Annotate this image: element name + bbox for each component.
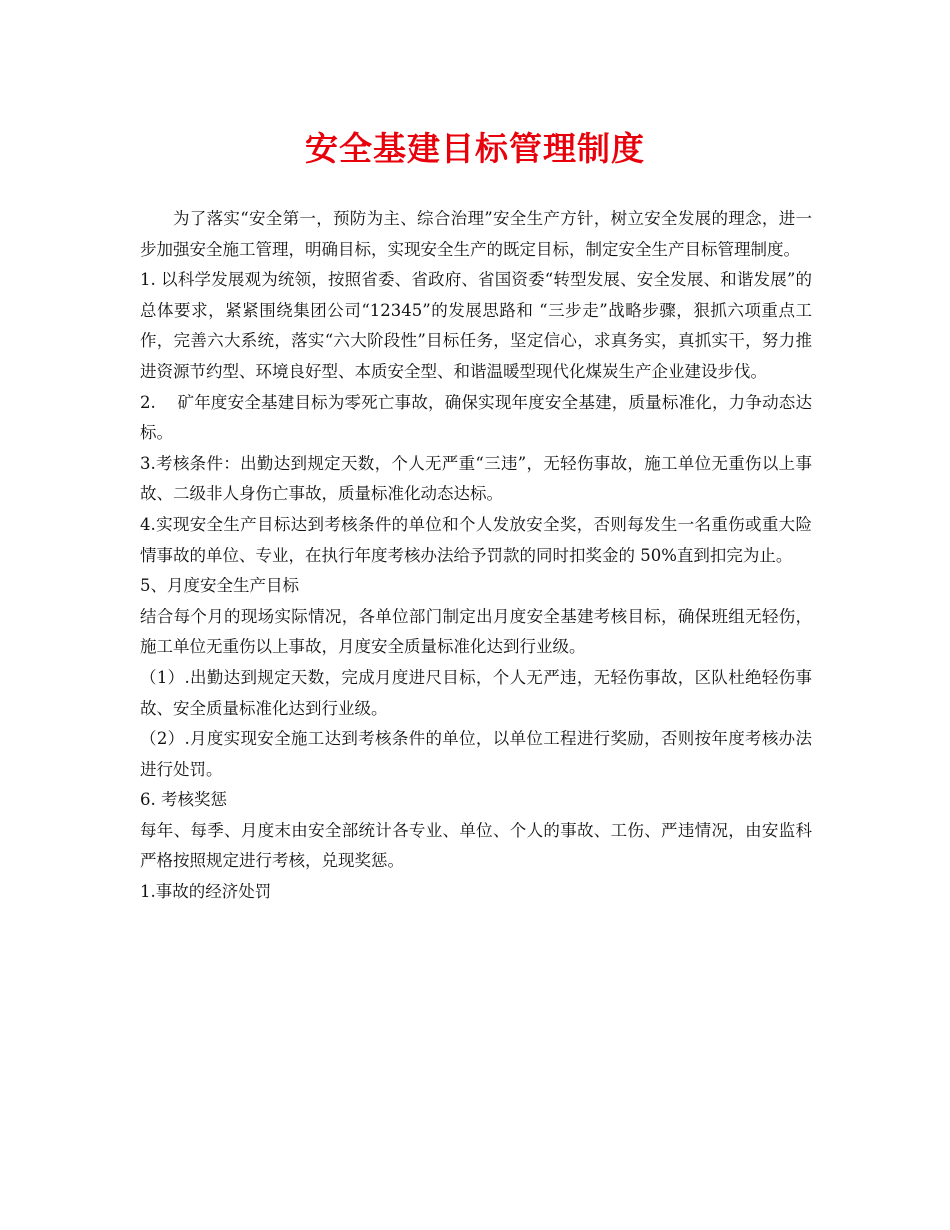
- section-5-heading: 5、月度安全生产目标: [140, 576, 299, 596]
- sub-item-2-paragraph: （2）.月度实现安全施工达到考核条件的单位，以单位工程进行奖励，否则按年度考核办法进行处罚。: [140, 729, 812, 779]
- sub-item-1-paragraph: （1）.出勤达到规定天数，完成月度进尺目标，个人无严违，无轻伤事故，区队杜绝轻伤事故、安全质量标准化达到行业级。: [140, 667, 812, 718]
- item-1-paragraph: 1. 以科学发展观为统领，按照省委、省政府、省国资委“转型发展、安全发展、和谐发展”的总体要求，紧紧围绕集团公司“12345”的发展思路和 “三步走”战略步骤，狠抓六项重点工作，完善六大系统，落实“六大阶段性”目标任务，坚定信心，求真务实，真抓实干，努力推进资源节约型、环境良好型、本质安全型、和谐温暖型现代化煤炭生产企业建设步伐。: [140, 270, 812, 381]
- item-3-paragraph: 3.考核条件：出勤达到规定天数，个人无严重“三违”，无轻伤事故，施工单位无重伤以上事故、二级非人身伤亡事故，质量标准化动态达标。: [140, 453, 812, 504]
- item-4-paragraph: 4.实现安全生产目标达到考核条件的单位和个人发放安全奖，否则每发生一名重伤或重大险情事故的单位、专业，在执行年度考核办法给予罚款的同时扣奖金的 50%直到扣完为止。: [140, 514, 812, 565]
- document-body: [140, 204, 812, 908]
- document-title: 安全基建目标管理制度: [305, 129, 645, 168]
- penalty-heading: 1.事故的经济处罚: [140, 882, 272, 902]
- section-6-body: 每年、每季、月度末由安全部统计各专业、单位、个人的事故、工伤、严违情况，由安监科严格按照规定进行考核，兑现奖惩。: [140, 820, 812, 871]
- section-5-body: 结合每个月的现场实际情况，各单位部门制定出月度安全基建考核目标，确保班组无轻伤，施工单位无重伤以上事故，月度安全质量标准化达到行业级。: [140, 606, 812, 657]
- section-6-heading: 6. 考核奖惩: [140, 790, 227, 810]
- item-2-paragraph: 2. 矿年度安全基建目标为零死亡事故，确保实现年度安全基建，质量标准化，力争动态达标。: [140, 392, 812, 443]
- intro-paragraph: 为了落实“安全第一，预防为主、综合治理”安全生产方针，树立安全发展的理念，进一步加强安全施工管理，明确目标，实现安全生产的既定目标，制定安全生产目标管理制度。: [140, 209, 812, 259]
